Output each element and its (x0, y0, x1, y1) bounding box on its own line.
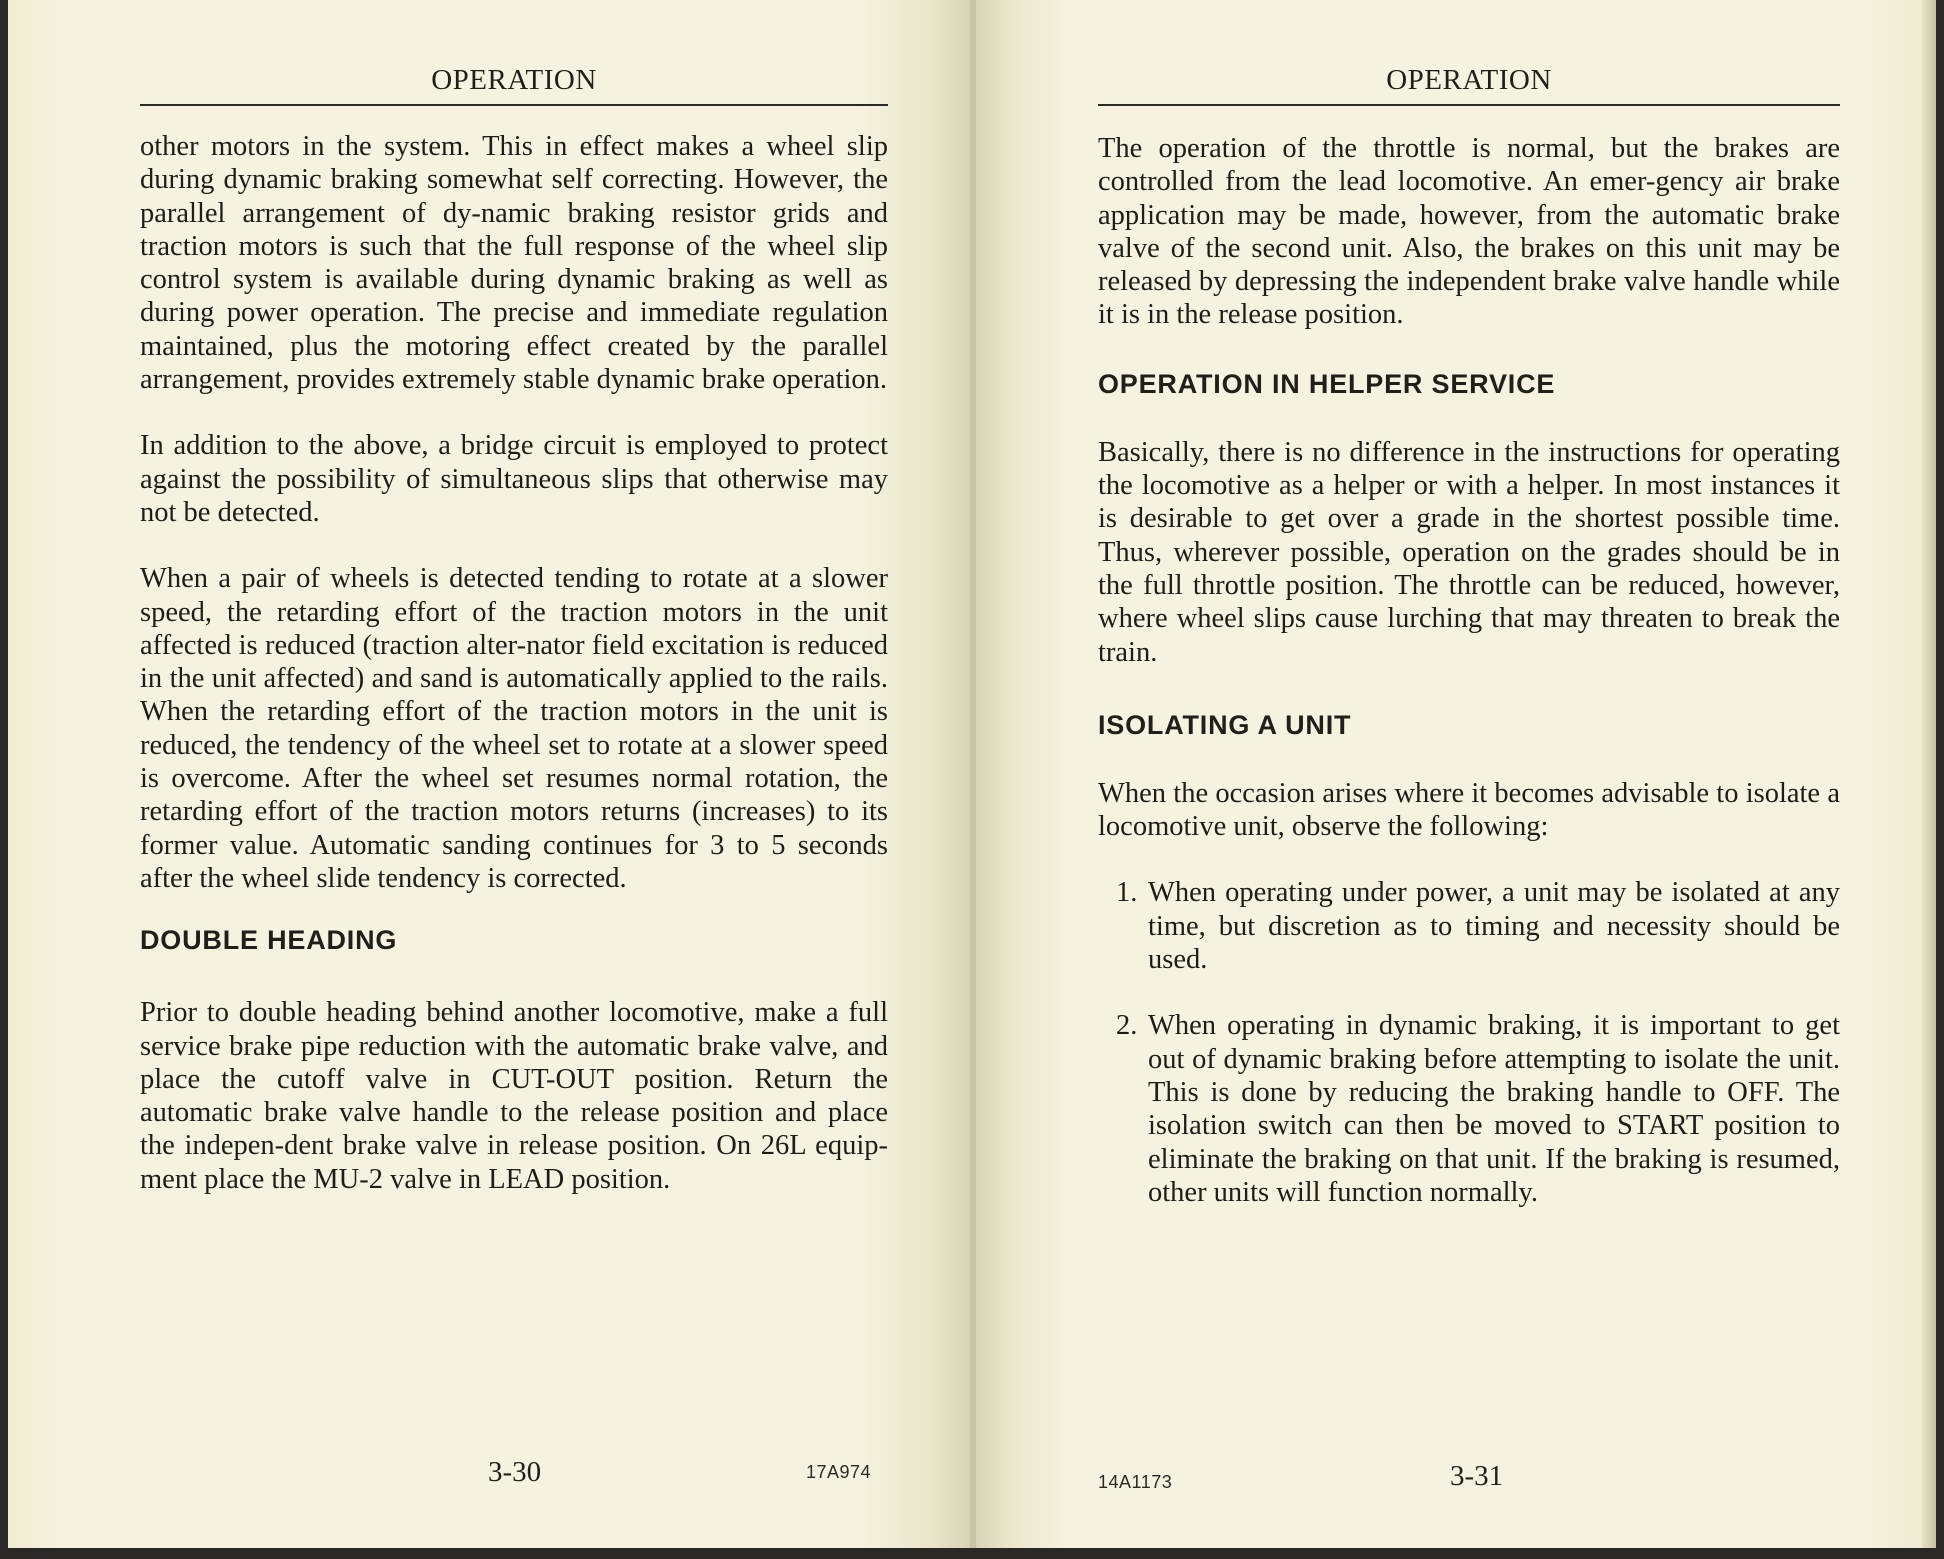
isolating-unit-text: When the occasion arises where it becomes advisable to isolate a locomotive unit, observe the following: (1098, 777, 1840, 843)
isolating-steps-list (1098, 876, 1840, 1209)
right-intro-paragraph: The operation of the throttle is normal, but the brakes are controlled from the lead locomotive. An emer-gency air brake application may be made, however, from the automatic brake valve of the second unit. Also, the brakes on this unit may be released by depressing the independent brake valve handle while it is in the release position. (1098, 133, 1840, 331)
right-page-number: 3-31 (1450, 1460, 1504, 1492)
list-item (1098, 876, 1840, 976)
left-page (8, 0, 972, 1548)
right-text-column (1098, 132, 1840, 1242)
helper-service-title: OPERATION IN HELPER SERVICE (1098, 368, 1556, 399)
left-paragraph-2: In addition to the above, a bridge circuit is employed to protect against the possibility of simultaneous slips that otherwise may not be detected. (140, 430, 888, 528)
list-item-number: 1. (1116, 877, 1138, 909)
left-paragraph-1: other motors in the system. This in effect makes a wheel slip during dynamic braking somewhat self correcting. However, the parallel arrangement of dy-namic braking resistor grids and traction motors is such that the full response of the wheel slip control system is available during dynamic braking as well as during power operation. The precise and immediate regulation maintained, plus the motoring effect created by the parallel arrangement, provides extremely stable dynamic brake operation. (140, 131, 888, 396)
list-item (1098, 1009, 1840, 1209)
left-document-code: 17A974 (806, 1462, 872, 1482)
helper-service-text: Basically, there is no difference in the instructions for operating the locomotive as a helper or with a helper. In most instances it is desirable to get over a grade in the shortest possible time. Thus, wherever possible, operation on the grades should be in the full throttle position. The throttle can be reduced, however, where wheel slips cause lurching that may threaten to break the train. (1098, 436, 1840, 668)
isolating-unit-title: ISOLATING A UNIT (1098, 709, 1352, 740)
list-item-text: When operating under power, a unit may be isolated at any time, but discretion as to timing and necessity should be used. (1148, 877, 1840, 976)
page-stack-edge (1922, 0, 1936, 1548)
left-paragraph-3: When a pair of wheels is detected tending to rotate at a slower speed, the retarding effort of the traction motors in the unit affected is reduced (traction alter-nator field excitation is reduced in the unit affected) and sand is automatically applied to the rails. When the retarding effort of the traction motors in the unit is reduced, the tendency of the wheel set to rotate at a slower speed is overcome. After the wheel set resumes normal rotation, the retarding effort of the traction motors returns (increases) to its former value. Automatic sanding continues for 3 to 5 seconds after the wheel slide tendency is corrected. (140, 563, 888, 894)
double-heading-title: DOUBLE HEADING (140, 925, 398, 956)
left-text-column (140, 130, 888, 1229)
book-spread (8, 0, 1936, 1548)
right-page (976, 0, 1936, 1548)
list-item-number: 2. (1116, 1010, 1138, 1042)
left-page-number: 3-30 (488, 1456, 542, 1488)
list-item-text: When operating in dynamic braking, it is important to get out of dynamic braking before attempting to isolate the unit. This is done by reducing the braking handle to OFF. The isolation switch can then be moved to START position to eliminate the braking on that unit. If the braking is resumed, other units will function normally. (1148, 1010, 1840, 1208)
right-running-head: OPERATION (1098, 62, 1840, 106)
left-running-head: OPERATION (140, 62, 888, 106)
right-document-code: 14A1173 (1098, 1472, 1173, 1492)
double-heading-text: Prior to double heading behind another locomotive, make a full service brake pipe reduction with the automatic brake valve, and place the cutoff valve in CUT-OUT position. Return the automatic brake valve handle to the release position and place the indepen-dent brake valve in release position. On 26L equip-ment place the MU-2 valve in LEAD position. (140, 997, 888, 1195)
